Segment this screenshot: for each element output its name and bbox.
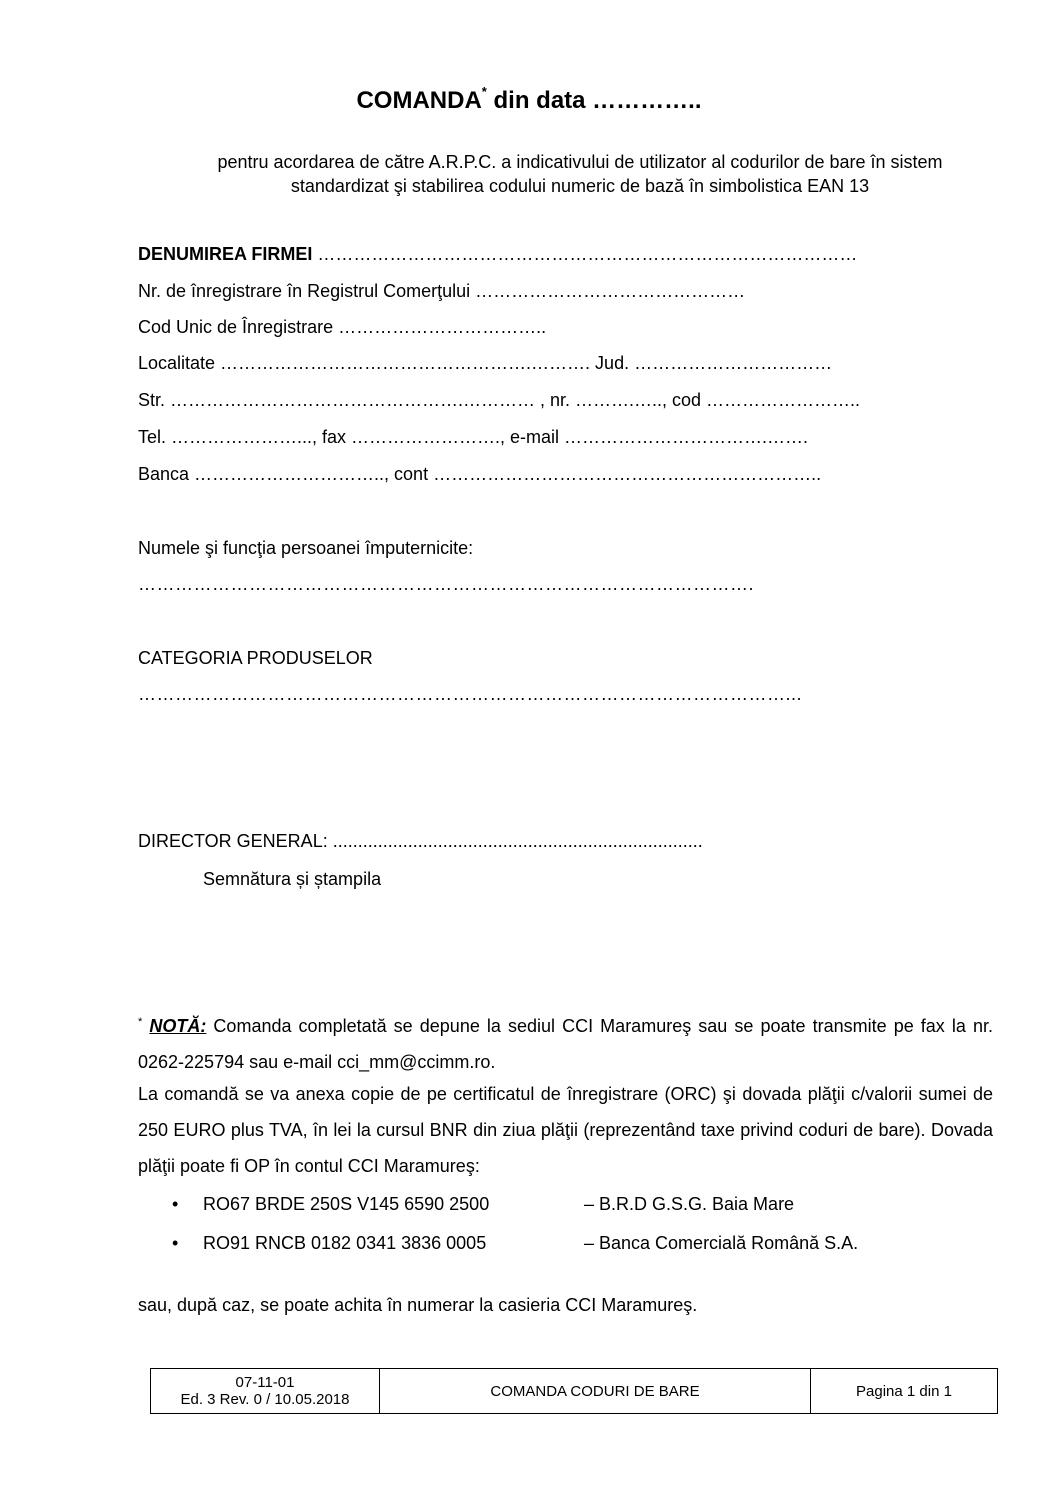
subtitle-line-1: pentru acordarea de către A.R.P.C. a indicativului de utilizator al codurilor de bare în sistem: [217, 152, 943, 172]
footer-doc-code-cell: [151, 1369, 380, 1413]
authorized-person-blank[interactable]: ……………………………………………………………………………………….: [138, 574, 755, 594]
note-paragraph-1: [138, 1004, 993, 1080]
list-item: [0, 1225, 1058, 1261]
document-title: [0, 84, 1058, 115]
note-paragraph-2: La comandă se va anexa copie de pe certificatul de înregistrare (ORC) şi dovada plăţii c/valorii sumei de 250 EURO plus TVA, în lei la cursul BNR din ziua plăţii (reprezentând taxe privind coduri de bare). Dovada plăţii poate fi OP în contul CCI Maramureş:: [138, 1084, 993, 1176]
cui-field[interactable]: Cod Unic de Înregistrare ……………………………..: [138, 317, 547, 337]
note-paragraph-3: sau, după caz, se poate achita în numerar la casieria CCI Maramureş.: [138, 1295, 698, 1315]
list-item: [0, 1186, 1058, 1222]
street-field[interactable]: Str. ………………………………………….………… , nr. ……….….., cod ……………………..: [138, 390, 861, 410]
page-number: Pagina 1 din 1: [856, 1382, 952, 1400]
subtitle-line-2: standardizat şi stabilirea codului numeric de bază în simbolistica EAN 13: [290, 176, 870, 196]
footer-page-cell: [811, 1369, 997, 1413]
title-footnote-mark: *: [481, 84, 487, 99]
bank-name: – Banca Comercială Română S.A.: [584, 1233, 859, 1253]
doc-edition: Ed. 3 Rev. 0 / 10.05.2018: [180, 1391, 350, 1408]
company-name-blank: ………………………………………………………………………………: [312, 244, 858, 264]
authorized-person-label: Numele şi funcţia persoanei împuternicite:: [138, 538, 474, 558]
note-footnote-mark: *: [138, 1016, 143, 1028]
footer-table: [150, 1368, 998, 1414]
director-signature-field[interactable]: DIRECTOR GENERAL: ..........................................................................: [138, 831, 703, 851]
contact-field[interactable]: Tel. …………………..., fax ……………………., e-mail …………………………….…….: [138, 427, 809, 447]
signature-stamp-caption: Semnătura și ștampila: [203, 869, 382, 889]
note-label: NOTĂ:: [149, 1016, 207, 1036]
doc-code: 07-11-01: [235, 1374, 295, 1391]
product-category-label: CATEGORIA PRODUSELOR: [138, 648, 373, 668]
footer-title-cell: [380, 1369, 811, 1413]
product-category-blank[interactable]: ……………………………………………………………………………………………...: [138, 684, 803, 704]
trade-register-field[interactable]: Nr. de înregistrare în Registrul Comerţului ………………………………………: [138, 281, 746, 301]
footer-doc-title: COMANDA CODURI DE BARE: [490, 1382, 700, 1400]
bullet-icon: •: [172, 1233, 179, 1253]
iban: RO91 RNCB 0182 0341 3836 0005: [203, 1233, 487, 1253]
bank-account-field[interactable]: Banca ………………………….., cont ………………………………………………………..: [138, 464, 822, 484]
iban: RO67 BRDE 250S V145 6590 2500: [203, 1194, 490, 1214]
company-name-field[interactable]: [138, 244, 857, 265]
bank-name: – B.R.D G.S.G. Baia Mare: [584, 1194, 795, 1214]
title-main: COMANDA: [356, 87, 482, 114]
locality-county-field[interactable]: Localitate …………………………………………….………. Jud. ……………………………: [138, 353, 833, 373]
document-subtitle: [80, 150, 1058, 198]
title-date: din data …………..: [486, 87, 702, 114]
bullet-icon: •: [172, 1194, 179, 1214]
company-name-label: DENUMIREA FIRMEI: [138, 244, 313, 264]
note-text-1: Comanda completată se depune la sediul CCI Maramureş sau se poate transmite pe fax la nr. 0262-225794 sau e-mail cci_mm@ccimm.ro.: [138, 1016, 993, 1072]
